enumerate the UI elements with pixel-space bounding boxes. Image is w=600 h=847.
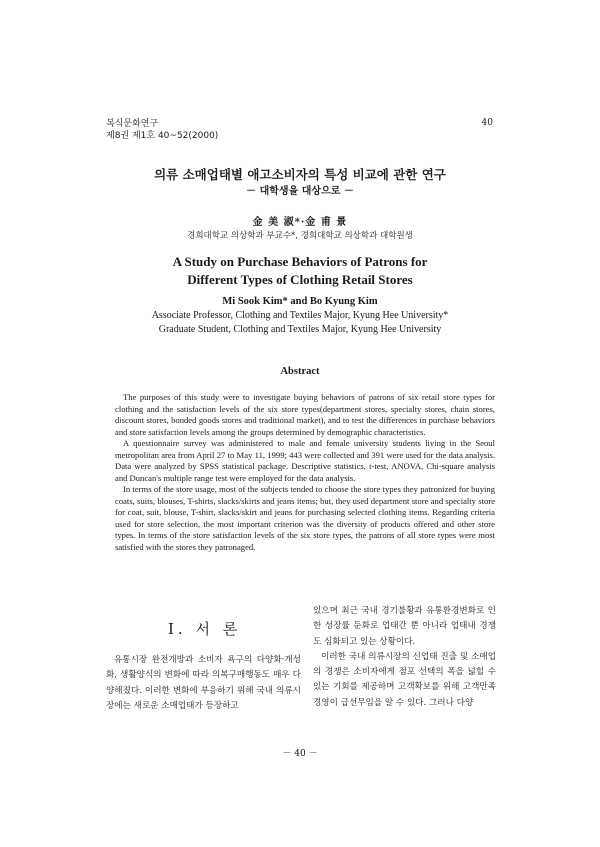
body-left-column [106, 653, 301, 714]
body-paragraph: 이러한 국내 의류시장의 신업태 진출 및 소매업의 경쟁은 소비자에게 점포 선택의 폭을 넓힐 수 있는 기회를 제공하며 고객확보를 위해 고객만족경영이 급선무임을 알 수 있다. 그러나 다양 [313, 651, 496, 708]
affiliation-line-2: Graduate Student, Clothing and Textiles Major, Kyung Hee University [158, 324, 442, 335]
korean-subtitle: － 대학생을 대상으로 － [246, 186, 354, 197]
english-title-line-2: Different Types of Clothing Retail Stores [187, 272, 413, 287]
english-authors: Mi Sook Kim* and Bo Kyung Kim [222, 296, 378, 307]
body-paragraph: 있으며 최근 국내 경기불황과 유통환경변화로 인한 성장률 둔화로 업태간 뿐 아니라 업태내 경쟁도 심화되고 있는 상황이다. [313, 606, 496, 647]
abstract-heading: Abstract [280, 366, 320, 377]
korean-affiliation: 경희대학교 의상학과 부교수*, 경희대학교 의상학과 대학원생 [187, 231, 413, 241]
journal-name: 복식문화연구 [106, 119, 159, 129]
abstract-body [115, 392, 495, 553]
english-affiliation [0, 309, 600, 337]
affiliation-line-1: Associate Professor, Clothing and Textiles Major, Kyung Hee University* [151, 310, 449, 321]
abstract-paragraph: A questionnaire survey was administered to male and female university students living in the Seoul metropolitan area from April 27 to May 11, 1999; 443 were collected and 391 were used for the data analysis. Data were analyzed by SPSS statistical package. Descriptive statistics, t-test, ANOVA, Chi-square analysis and Duncan's multiple range test were employed for the data analysis. [115, 438, 495, 483]
korean-title: 의류 소매업태별 애고소비자의 특성 비교에 관한 연구 [154, 167, 446, 182]
section-heading: I. 서 론 [168, 620, 242, 638]
korean-authors: 金 美 淑*·金 甫 景 [252, 217, 348, 228]
body-right-column [313, 604, 496, 711]
body-paragraph: 유통시장 완전개방과 소비자 욕구의 다양화·개성화, 생활양식의 변화에 따라 의복구매행동도 매우 다양해졌다. 이러한 변화에 부응하기 위해 국내 의류시장에는 새로운 소매업태가 등장하고 [106, 655, 301, 711]
journal-header [106, 118, 218, 142]
abstract-paragraph: The purposes of this study were to investigate buying behaviors of patrons of six retail store types for clothing and the satisfaction levels of the six store types(department stores, specialty stores, chain stores, discount stores, bonded goods stores and traditional market), and to test the differences in purchase behaviors and store satisfaction levels among the groups determined by demographic characteristics. [115, 392, 495, 437]
english-title-line-1: A Study on Purchase Behaviors of Patrons for [172, 254, 428, 269]
volume-info: 제8권 제1호 40~52(2000) [106, 131, 219, 141]
page-number: 40 [481, 118, 493, 128]
english-title [0, 253, 600, 289]
abstract-paragraph: In terms of the store usage, most of the subjects tended to choose the store types they patronized for buying coats, suits, blouses, T-shirts, slacks/skirts and jeans items; but, they used department store and specialty store for coat, suit, blouse, T-shirt, slacks/skirt and jeans for purchasing selected clothing items. Regarding criteria used for store selection, the most important criterion was the diversity of products offered and other store types. In terms of the store satisfaction levels of the six store types, the patrons of all store types were most satisfied with the stores they patronaged. [115, 484, 495, 552]
footer-page-label: － 40 － [282, 749, 318, 759]
